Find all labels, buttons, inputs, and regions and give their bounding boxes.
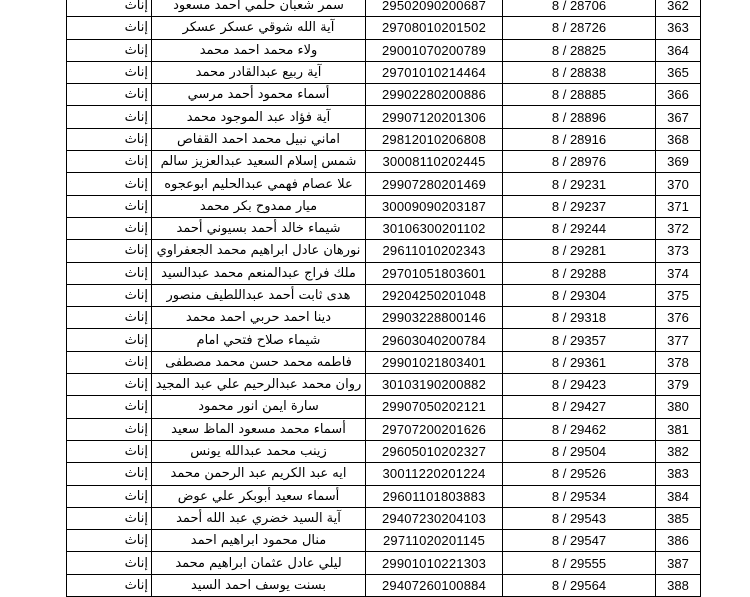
gender-cell: إناث <box>67 106 152 128</box>
gender-cell: إناث <box>67 307 152 329</box>
table-row <box>67 440 701 462</box>
full-name-cell: شيماء خالد أحمد بسيوني أحمد <box>152 217 366 239</box>
table-row <box>67 329 701 351</box>
gender-cell: إناث <box>67 217 152 239</box>
gender-cell: إناث <box>67 84 152 106</box>
national-id-cell: 30009090203187 <box>366 195 503 217</box>
serial-number-cell: 386 <box>656 530 701 552</box>
seat-code-cell: 8 / 29281 <box>503 240 656 262</box>
seat-code-cell: 8 / 29361 <box>503 351 656 373</box>
serial-number-cell: 388 <box>656 574 701 596</box>
national-id-cell: 29901021803401 <box>366 351 503 373</box>
serial-number-cell: 364 <box>656 39 701 61</box>
national-id-cell: 30011220201224 <box>366 463 503 485</box>
seat-code-cell: 8 / 28726 <box>503 17 656 39</box>
table-row <box>67 530 701 552</box>
table-row <box>67 485 701 507</box>
national-id-cell: 29001070200789 <box>366 39 503 61</box>
seat-code-cell: 8 / 28976 <box>503 151 656 173</box>
gender-cell: إناث <box>67 329 152 351</box>
seat-code-cell: 8 / 29462 <box>503 418 656 440</box>
serial-number-cell: 374 <box>656 262 701 284</box>
full-name-cell: آية فؤاد عبد الموجود محمد <box>152 106 366 128</box>
seat-code-cell: 8 / 29423 <box>503 374 656 396</box>
national-id-cell: 30103190200882 <box>366 374 503 396</box>
gender-cell: إناث <box>67 0 152 17</box>
seat-code-cell: 8 / 29526 <box>503 463 656 485</box>
full-name-cell: ايه عبد الكريم عبد الرحمن محمد <box>152 463 366 485</box>
serial-number-cell: 368 <box>656 128 701 150</box>
serial-number-cell: 378 <box>656 351 701 373</box>
gender-cell: إناث <box>67 485 152 507</box>
gender-cell: إناث <box>67 463 152 485</box>
gender-cell: إناث <box>67 440 152 462</box>
full-name-cell: آية ربيع عبدالقادر محمد <box>152 61 366 83</box>
seat-code-cell: 8 / 28838 <box>503 61 656 83</box>
serial-number-cell: 382 <box>656 440 701 462</box>
seat-code-cell: 8 / 29231 <box>503 173 656 195</box>
gender-cell: إناث <box>67 284 152 306</box>
table-row <box>67 173 701 195</box>
national-id-cell: 29407230204103 <box>366 507 503 529</box>
serial-number-cell: 373 <box>656 240 701 262</box>
national-id-cell: 29708010201502 <box>366 17 503 39</box>
full-name-cell: ملك فراج عبدالمنعم محمد عبدالسيد <box>152 262 366 284</box>
full-name-cell: روان محمد عبدالرحيم علي عبد المجيد <box>152 374 366 396</box>
seat-code-cell: 8 / 28706 <box>503 0 656 17</box>
table-row <box>67 106 701 128</box>
full-name-cell: آية الله شوقي عسكر عسكر <box>152 17 366 39</box>
national-id-cell: 29907120201306 <box>366 106 503 128</box>
national-id-cell: 30106300201102 <box>366 217 503 239</box>
serial-number-cell: 363 <box>656 17 701 39</box>
national-id-cell: 29711020201145 <box>366 530 503 552</box>
full-name-cell: زينب محمد عبدالله يونس <box>152 440 366 462</box>
serial-number-cell: 379 <box>656 374 701 396</box>
seat-code-cell: 8 / 29547 <box>503 530 656 552</box>
serial-number-cell: 366 <box>656 84 701 106</box>
national-id-cell: 29603040200784 <box>366 329 503 351</box>
national-id-cell: 29701051803601 <box>366 262 503 284</box>
seat-code-cell: 8 / 29543 <box>503 507 656 529</box>
full-name-cell: شمس إسلام السعيد عبدالعزيز سالم <box>152 151 366 173</box>
full-name-cell: بسنت يوسف احمد السيد <box>152 574 366 596</box>
applicants-table <box>66 0 701 597</box>
full-name-cell: علا عصام فهمي عبدالحليم ابوعجوه <box>152 173 366 195</box>
serial-number-cell: 372 <box>656 217 701 239</box>
full-name-cell: سارة ايمن انور محمود <box>152 396 366 418</box>
seat-code-cell: 8 / 29357 <box>503 329 656 351</box>
table-row <box>67 61 701 83</box>
seat-code-cell: 8 / 29534 <box>503 485 656 507</box>
gender-cell: إناث <box>67 240 152 262</box>
serial-number-cell: 376 <box>656 307 701 329</box>
full-name-cell: آية السيد خضري عبد الله أحمد <box>152 507 366 529</box>
seat-code-cell: 8 / 29288 <box>503 262 656 284</box>
full-name-cell: سمر شعبان حلمي احمد مسعود <box>152 0 366 17</box>
seat-code-cell: 8 / 29244 <box>503 217 656 239</box>
serial-number-cell: 385 <box>656 507 701 529</box>
table-row <box>67 374 701 396</box>
national-id-cell: 29902280200886 <box>366 84 503 106</box>
national-id-cell: 29707200201626 <box>366 418 503 440</box>
table-row <box>67 195 701 217</box>
national-id-cell: 29605010202327 <box>366 440 503 462</box>
table-row <box>67 240 701 262</box>
full-name-cell: اماني نبيل محمد احمد القفاص <box>152 128 366 150</box>
gender-cell: إناث <box>67 507 152 529</box>
gender-cell: إناث <box>67 396 152 418</box>
table-row <box>67 151 701 173</box>
table-row <box>67 552 701 574</box>
table-row <box>67 463 701 485</box>
seat-code-cell: 8 / 29555 <box>503 552 656 574</box>
table-row <box>67 574 701 596</box>
full-name-cell: ميار ممدوح بكر محمد <box>152 195 366 217</box>
gender-cell: إناث <box>67 151 152 173</box>
full-name-cell: أسماء محمد مسعود الماظ سعيد <box>152 418 366 440</box>
seat-code-cell: 8 / 28896 <box>503 106 656 128</box>
full-name-cell: شيماء صلاح فتحي امام <box>152 329 366 351</box>
gender-cell: إناث <box>67 128 152 150</box>
serial-number-cell: 381 <box>656 418 701 440</box>
national-id-cell: 29407260100884 <box>366 574 503 596</box>
gender-cell: إناث <box>67 39 152 61</box>
national-id-cell: 29907050202121 <box>366 396 503 418</box>
seat-code-cell: 8 / 28885 <box>503 84 656 106</box>
seat-code-cell: 8 / 29237 <box>503 195 656 217</box>
table-row <box>67 217 701 239</box>
gender-cell: إناث <box>67 418 152 440</box>
national-id-cell: 29701010214464 <box>366 61 503 83</box>
table-row <box>67 396 701 418</box>
gender-cell: إناث <box>67 351 152 373</box>
table-row <box>67 418 701 440</box>
table-row <box>67 0 701 17</box>
seat-code-cell: 8 / 29427 <box>503 396 656 418</box>
table-row <box>67 262 701 284</box>
national-id-cell: 29907280201469 <box>366 173 503 195</box>
seat-code-cell: 8 / 29318 <box>503 307 656 329</box>
gender-cell: إناث <box>67 552 152 574</box>
national-id-cell: 30008110202445 <box>366 151 503 173</box>
gender-cell: إناث <box>67 173 152 195</box>
national-id-cell: 29812010206808 <box>366 128 503 150</box>
full-name-cell: أسماء سعيد أبوبكر علي عوض <box>152 485 366 507</box>
gender-cell: إناث <box>67 530 152 552</box>
seat-code-cell: 8 / 29564 <box>503 574 656 596</box>
serial-number-cell: 362 <box>656 0 701 17</box>
serial-number-cell: 365 <box>656 61 701 83</box>
national-id-cell: 29901010221303 <box>366 552 503 574</box>
table-row <box>67 17 701 39</box>
serial-number-cell: 367 <box>656 106 701 128</box>
table-row <box>67 507 701 529</box>
gender-cell: إناث <box>67 574 152 596</box>
table-row <box>67 128 701 150</box>
national-id-cell: 29903228800146 <box>366 307 503 329</box>
gender-cell: إناث <box>67 262 152 284</box>
serial-number-cell: 369 <box>656 151 701 173</box>
full-name-cell: أسماء محمود أحمد مرسي <box>152 84 366 106</box>
gender-cell: إناث <box>67 61 152 83</box>
serial-number-cell: 375 <box>656 284 701 306</box>
table-row <box>67 307 701 329</box>
applicants-table-body <box>67 0 701 597</box>
full-name-cell: فاطمه محمد حسن محمد مصطفى <box>152 351 366 373</box>
full-name-cell: نورهان عادل ابراهيم محمد الجعفراوي <box>152 240 366 262</box>
serial-number-cell: 387 <box>656 552 701 574</box>
national-id-cell: 29601101803883 <box>366 485 503 507</box>
full-name-cell: ولاء محمد احمد محمد <box>152 39 366 61</box>
table-row <box>67 84 701 106</box>
serial-number-cell: 383 <box>656 463 701 485</box>
seat-code-cell: 8 / 29504 <box>503 440 656 462</box>
national-id-cell: 29611010202343 <box>366 240 503 262</box>
gender-cell: إناث <box>67 374 152 396</box>
full-name-cell: هدى ثابت أحمد عبداللطيف منصور <box>152 284 366 306</box>
serial-number-cell: 384 <box>656 485 701 507</box>
seat-code-cell: 8 / 29304 <box>503 284 656 306</box>
serial-number-cell: 380 <box>656 396 701 418</box>
full-name-cell: ليلي عادل عثمان ابراهيم محمد <box>152 552 366 574</box>
serial-number-cell: 371 <box>656 195 701 217</box>
serial-number-cell: 377 <box>656 329 701 351</box>
national-id-cell: 29204250201048 <box>366 284 503 306</box>
serial-number-cell: 370 <box>656 173 701 195</box>
table-row <box>67 284 701 306</box>
gender-cell: إناث <box>67 17 152 39</box>
national-id-cell: 29502090200687 <box>366 0 503 17</box>
table-row <box>67 351 701 373</box>
full-name-cell: دينا احمد حربي احمد محمد <box>152 307 366 329</box>
seat-code-cell: 8 / 28916 <box>503 128 656 150</box>
gender-cell: إناث <box>67 195 152 217</box>
table-row <box>67 39 701 61</box>
seat-code-cell: 8 / 28825 <box>503 39 656 61</box>
full-name-cell: منال محمود ابراهيم احمد <box>152 530 366 552</box>
